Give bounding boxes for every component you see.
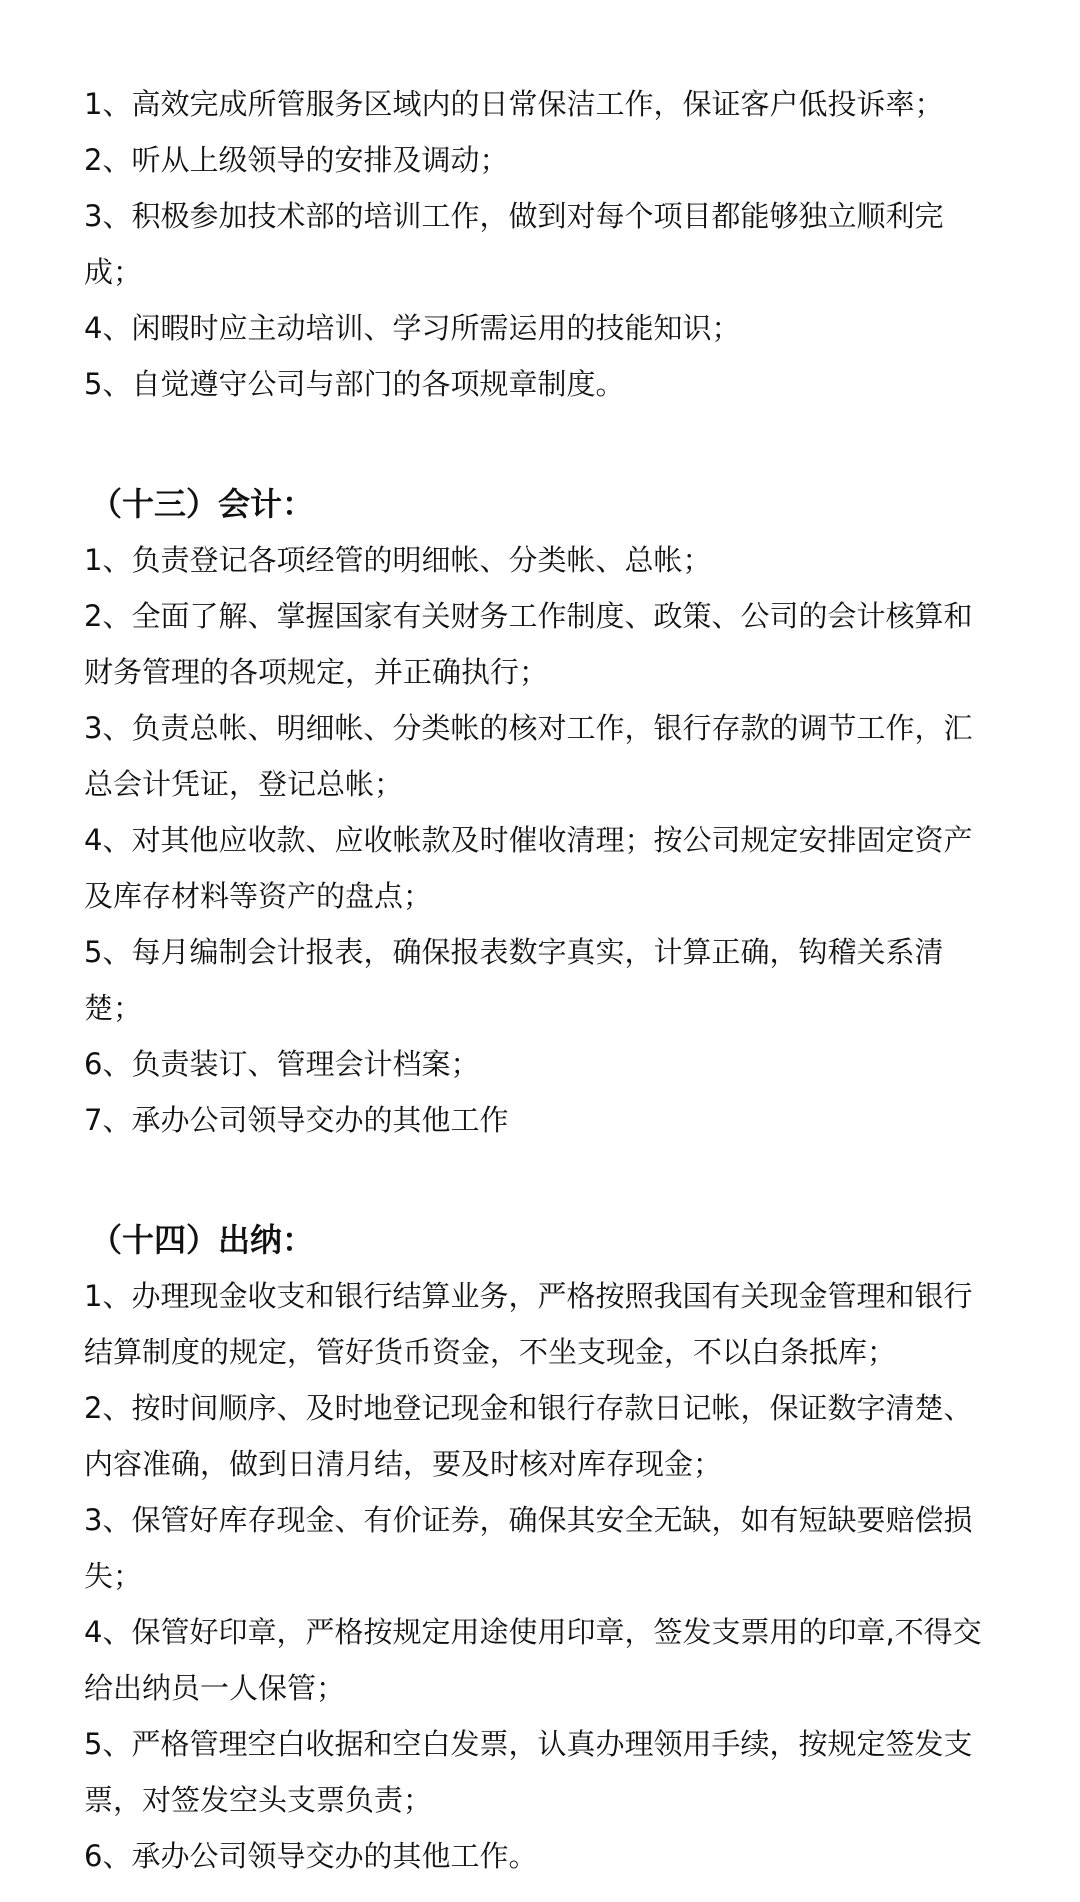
list-item: 2、听从上级领导的安排及调动； — [84, 143, 509, 177]
list-item: 1、办理现金收支和银行结算业务，严格按照我国有关现金管理和银行结算制度的规定，管好货币资金，不坐支现金，不以白条抵库； — [84, 1279, 973, 1369]
list-item: 5、自觉遵守公司与部门的各项规章制度。 — [84, 367, 625, 401]
list-item: 4、闲暇时应主动培训、学习所需运用的技能知识； — [84, 311, 741, 345]
list-item: 2、全面了解、掌握国家有关财务工作制度、政策、公司的会计核算和财务管理的各项规定，并正确执行； — [84, 599, 973, 689]
section-accountant — [84, 476, 1000, 1148]
section-previous — [84, 76, 1000, 412]
section-heading-accountant: （十三）会计： — [90, 485, 315, 523]
list-item: 6、承办公司领导交办的其他工作。 — [84, 1839, 538, 1873]
list-item: 2、按时间顺序、及时地登记现金和银行存款日记帐，保证数字清楚、内容准确，做到日清月结，要及时核对库存现金； — [84, 1391, 973, 1481]
list-item: 3、负责总帐、明细帐、分类帐的核对工作，银行存款的调节工作，汇总会计凭证，登记总帐； — [84, 711, 973, 801]
list-item: 3、保管好库存现金、有价证券，确保其安全无缺，如有短缺要赔偿损失； — [84, 1503, 973, 1593]
list-item: 4、对其他应收款、应收帐款及时催收清理；按公司规定安排固定资产及库存材料等资产的盘点； — [84, 823, 973, 913]
list-item: 4、保管好印章，严格按规定用途使用印章，签发支票用的印章,不得交给出纳员一人保管； — [84, 1615, 982, 1705]
section-heading-cashier: （十四）出纳： — [90, 1221, 315, 1259]
list-item: 3、积极参加技术部的培训工作，做到对每个项目都能够独立顺利完成； — [84, 199, 944, 289]
list-item: 5、严格管理空白收据和空白发票，认真办理领用手续，按规定签发支票，对签发空头支票负责； — [84, 1727, 973, 1817]
list-item: 6、负责装订、管理会计档案； — [84, 1047, 480, 1081]
list-item: 1、负责登记各项经管的明细帐、分类帐、总帐； — [84, 543, 712, 577]
section-cashier — [84, 1212, 1000, 1884]
list-item: 7、承办公司领导交办的其他工作 — [84, 1103, 509, 1137]
list-item: 5、每月编制会计报表，确保报表数字真实，计算正确，钩稽关系清楚； — [84, 935, 944, 1025]
list-item: 1、高效完成所管服务区域内的日常保洁工作，保证客户低投诉率； — [84, 87, 944, 121]
